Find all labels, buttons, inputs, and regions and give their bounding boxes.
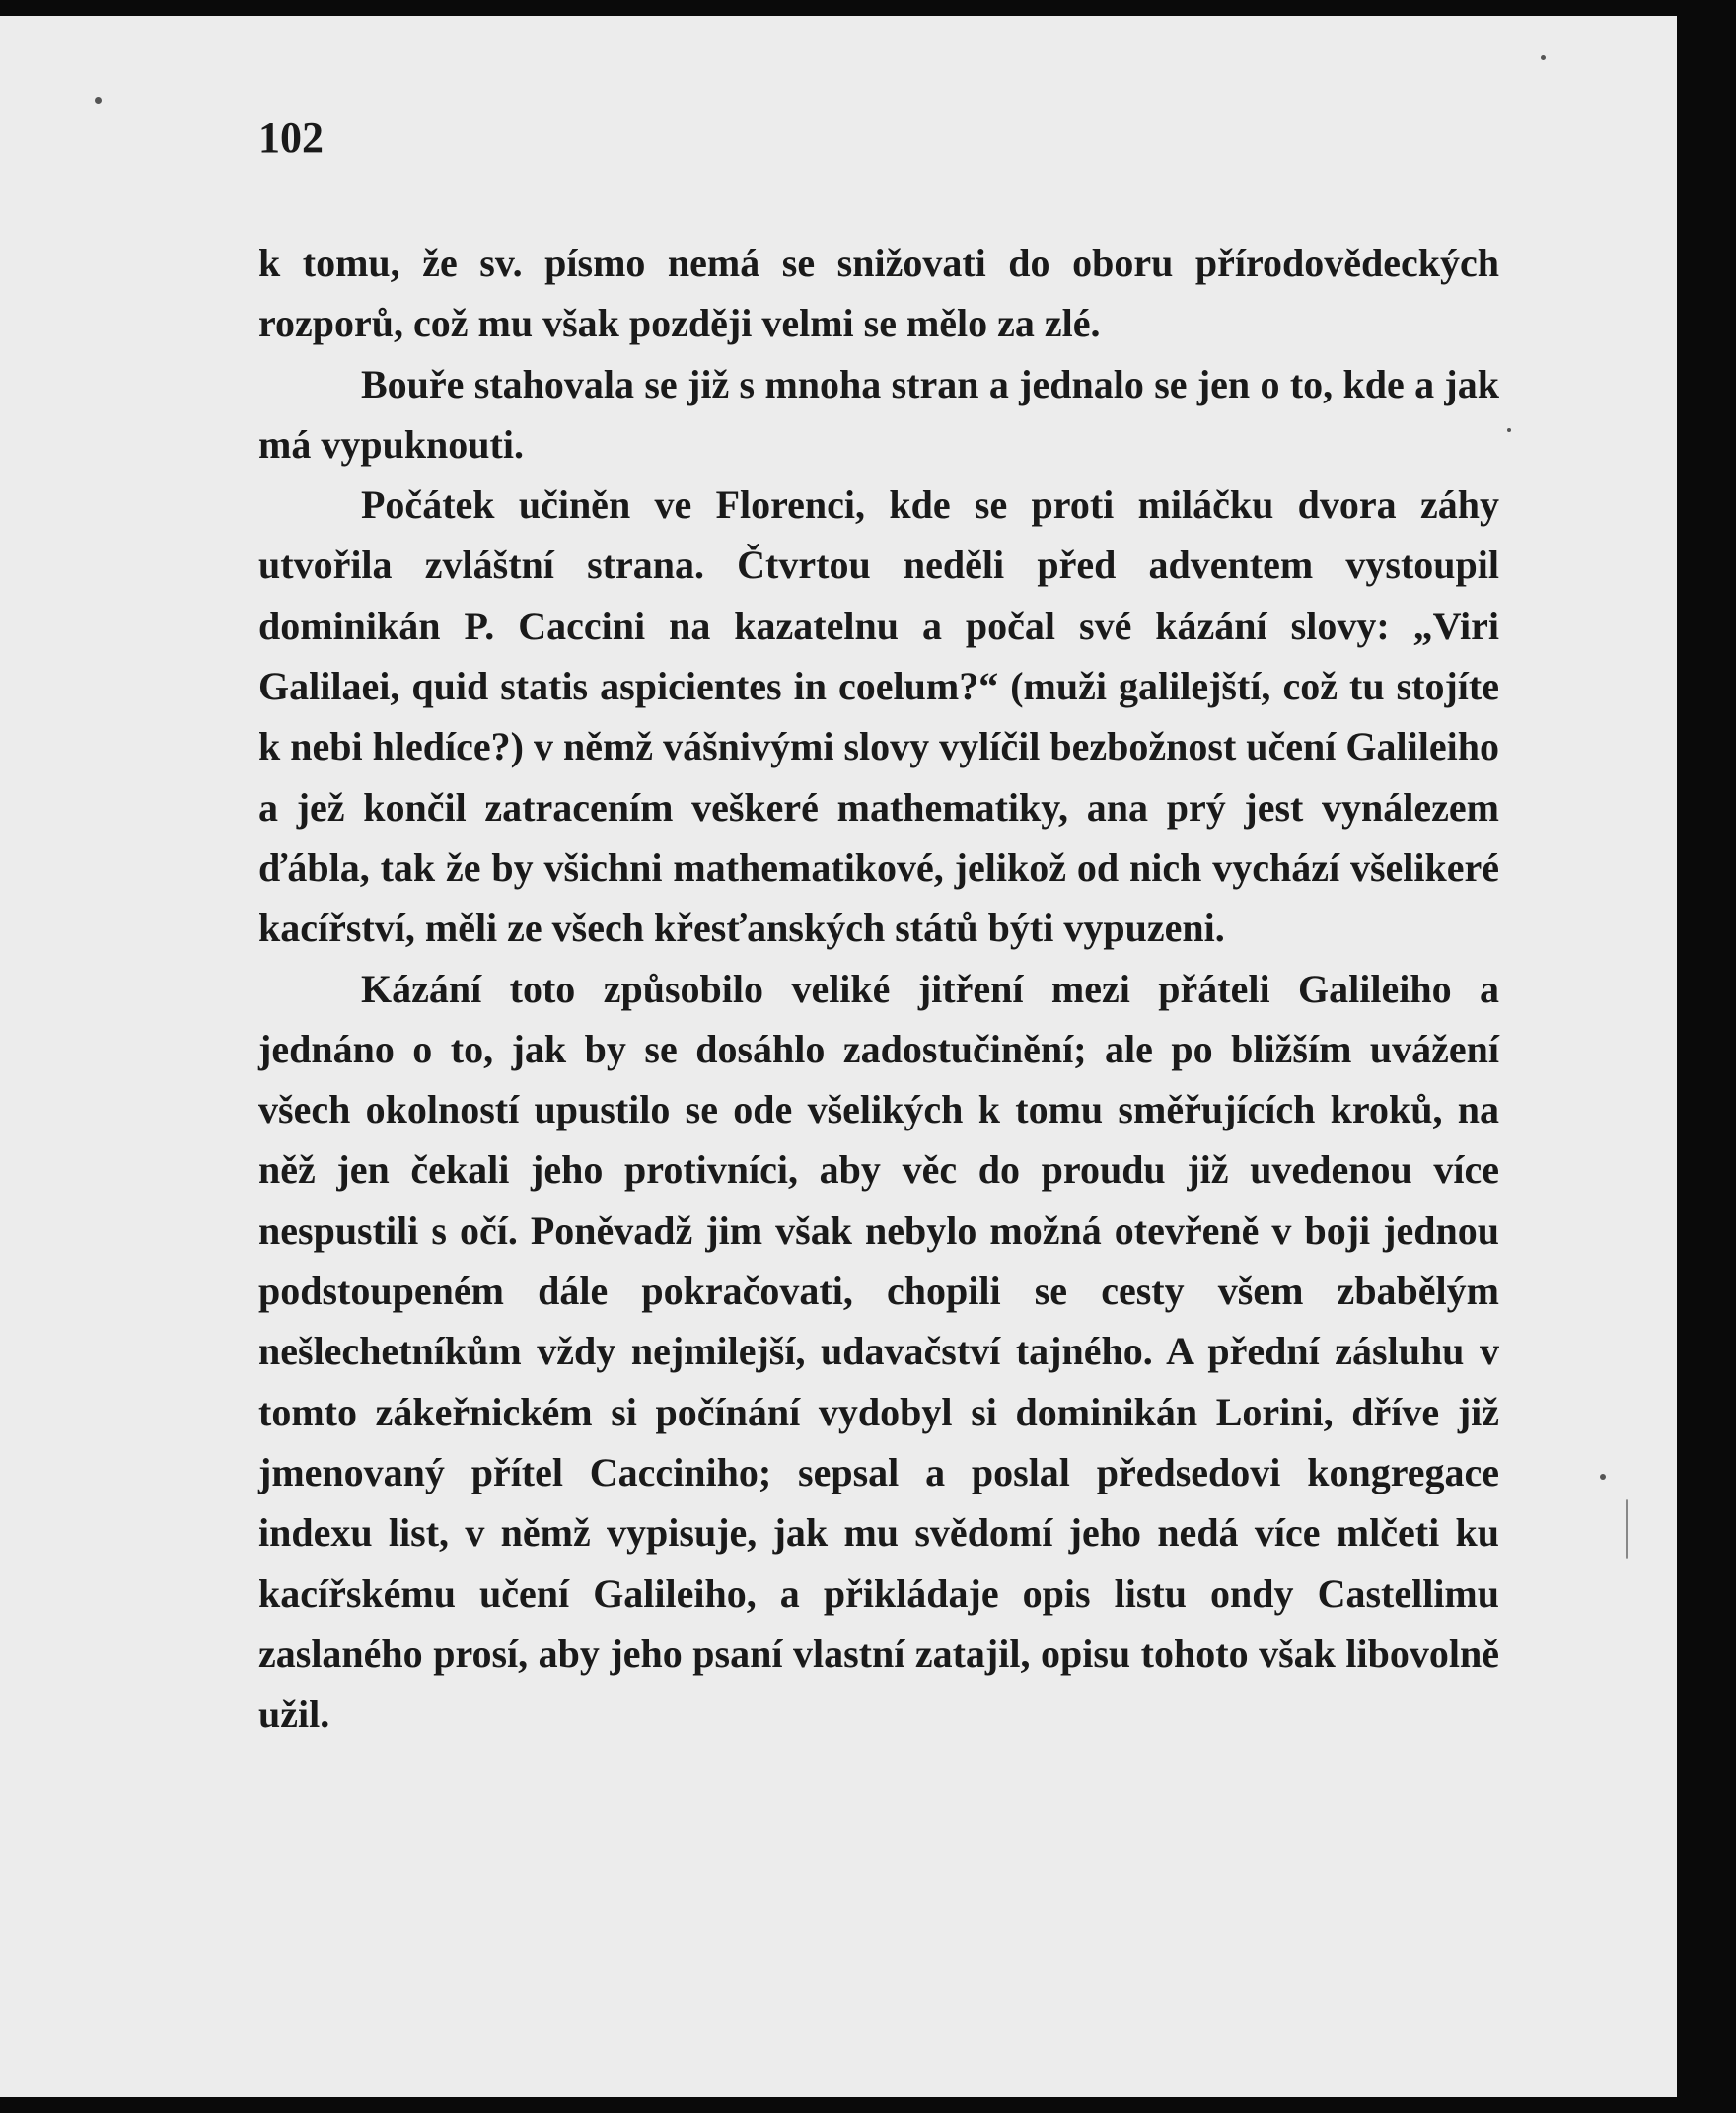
scan-border-top [0,0,1736,16]
paragraph-4: Kázání toto způsobilo veliké jitření mezi přáteli Galileiho a jednáno o to, jak by se dosáhlo zadostučinění; ale po bližším uvážení všech okolností upustilo se ode všelikých k tomu směřujících kroků, na něž jen čekali jeho protivníci, aby věc do proudu již uvedenou více nespustili s očí. Poněvadž jim však nebylo možná otevřeně v boji jednou podstoupeném dále pokračovati, chopili se cesty všem zbabělým nešlechetníkům vždy nejmilejší, udavačství tajného. A přední zásluhu v tomto zákeřnickém si počínání vydobyl si dominikán Lorini, dříve již jmenovaný přítel Cacciniho; sepsal a poslal předsedovi kongregace indexu list, v němž vypisuje, jak mu svědomí jeho nedá více mlčeti ku kacířskému učení Galileiho, a přikládaje opis listu ondy Castellimu zaslaného prosí, aby jeho psaní vlastní zatajil, opisu tohoto však libovolně užil. [258,966,1499,1737]
scan-speck [1626,1499,1628,1559]
paragraph-2: Bouře stahovala se již s mnoha stran a jednalo se jen o to, kde a jak má vypuknouti. [258,361,1499,467]
scan-speck [1541,55,1546,60]
scan-border-bottom [0,2097,1736,2113]
body-text [258,233,1499,1744]
book-page [0,16,1677,2097]
paragraph-3: Počátek učiněn ve Florenci, kde se proti miláčku dvora záhy utvořila zvláštní strana. Čtvrtou neděli před adventem vystoupil dominikán P. Caccini na kazatelnu a počal své kázání slovy: „Viri Galilaei, quid statis aspicientes in coelum?“ (muži galilejští, což tu stojíte k nebi hledíce?) v němž vášnivými slovy vylíčil bezbožnost učení Galileiho a jež končil zatracením veškeré mathematiky, ana prý jest vynálezem ďábla, tak že by všichni mathematikové, jelikož od nich vychází všelikeré kacířství, měli ze všech křesťanských států býti vypuzeni. [258,482,1499,951]
scan-speck [95,97,102,104]
scan-speck [1507,428,1511,432]
paragraph-1: k tomu, že sv. písmo nemá se snižovati do oboru přírodovědeckých rozporů, což mu však později velmi se mělo za zlé. [258,241,1499,346]
scan-speck [1600,1474,1606,1480]
scan-border-right [1677,0,1736,2113]
page-number: 102 [258,113,324,162]
